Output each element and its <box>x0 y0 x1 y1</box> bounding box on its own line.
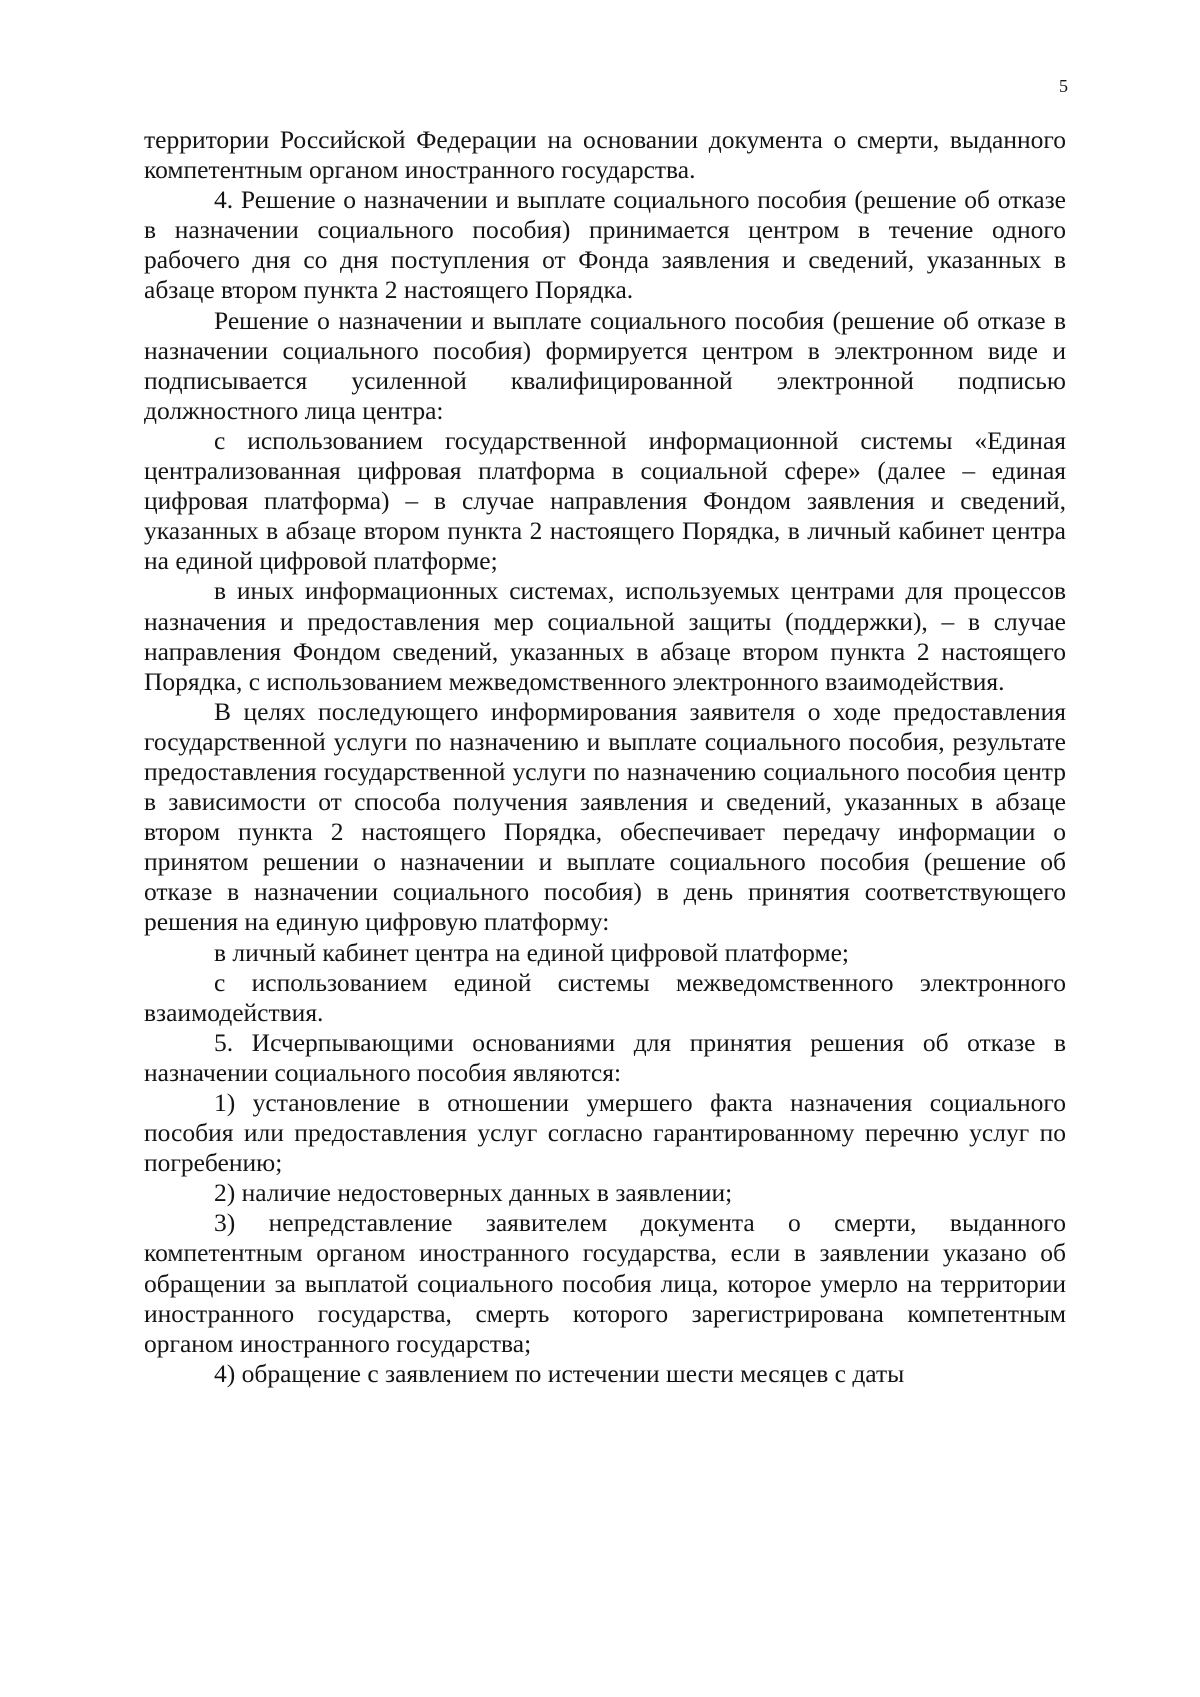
document-body <box>144 125 1066 1389</box>
paragraph-other-systems: в иных информационных системах, используемых центрами для процессов назначения и предоставления мер социальной защиты (поддержки), – в случае направления Фондом сведений, указанных в абзаце втором пункта 2 настоящего Порядка, с использованием межведомственного электронного взаимодействия. <box>144 576 1066 696</box>
list-item-4: 4) обращение с заявлением по истечении шести месяцев с даты <box>214 1358 905 1388</box>
list-item-3: 3) непредставление заявителем документа о смерти, выданного компетентным органом иностранного государства, если в заявлении указано об обращении за выплатой социального пособия лица, которое умерло на территории иностранного государства, смерть которого зарегистрирована компетентным органом иностранного государства; <box>144 1208 1066 1358</box>
paragraph-item-5: 5. Исчерпывающими основаниями для принятия решения об отказе в назначении социального пособия являются: <box>144 1027 1066 1087</box>
paragraph-continuation: территории Российской Федерации на основании документа о смерти, выданного компетентным органом иностранного государства. <box>144 125 1066 185</box>
paragraph-item-4: 4. Решение о назначении и выплате социального пособия (решение об отказе в назначении социального пособия) принимается центром в течение одного рабочего дня со дня поступления от Фонда заявления и сведений, указанных в абзаце втором пункта 2 настоящего Порядка. <box>144 185 1066 305</box>
paragraph-decision-form: Решение о назначении и выплате социального пособия (решение об отказе в назначении социального пособия) формируется центром в электронном виде и подписывается усиленной квалифицированной электронной подписью должностного лица центра: <box>144 305 1066 425</box>
list-item-1: 1) установление в отношении умершего факта назначения социального пособия или предоставления услуг согласно гарантированному перечню услуг по погребению; <box>144 1088 1066 1178</box>
paragraph-informing: В целях последующего информирования заявителя о ходе предоставления государственной услуги по назначению и выплате социального пособия, результате предоставления государственной услуги по назначению социального пособия центр в зависимости от способа получения заявления и сведений, указанных в абзаце втором пункта 2 настоящего Порядка, обеспечивает передачу информации о принятом решении о назначении и выплате социального пособия (решение об отказе в назначении социального пособия) в день принятия соответствующего решения на единую цифровую платформу: <box>144 696 1066 937</box>
list-item-2: 2) наличие недостоверных данных в заявлении; <box>214 1178 733 1208</box>
paragraph-interagency: с использованием единой системы межведомственного электронного взаимодействия. <box>144 967 1066 1027</box>
page-number: 5 <box>1059 76 1068 96</box>
paragraph-personal-cabinet: в личный кабинет центра на единой цифровой платформе; <box>214 937 850 967</box>
paragraph-digital-platform: с использованием государственной информационной системы «Единая централизованная цифровая платформа в социальной сфере» (далее – единая цифровая платформа) – в случае направления Фондом заявления и сведений, указанных в абзаце втором пункта 2 настоящего Порядка, в личный кабинет центра на единой цифровой платформе; <box>144 425 1066 576</box>
